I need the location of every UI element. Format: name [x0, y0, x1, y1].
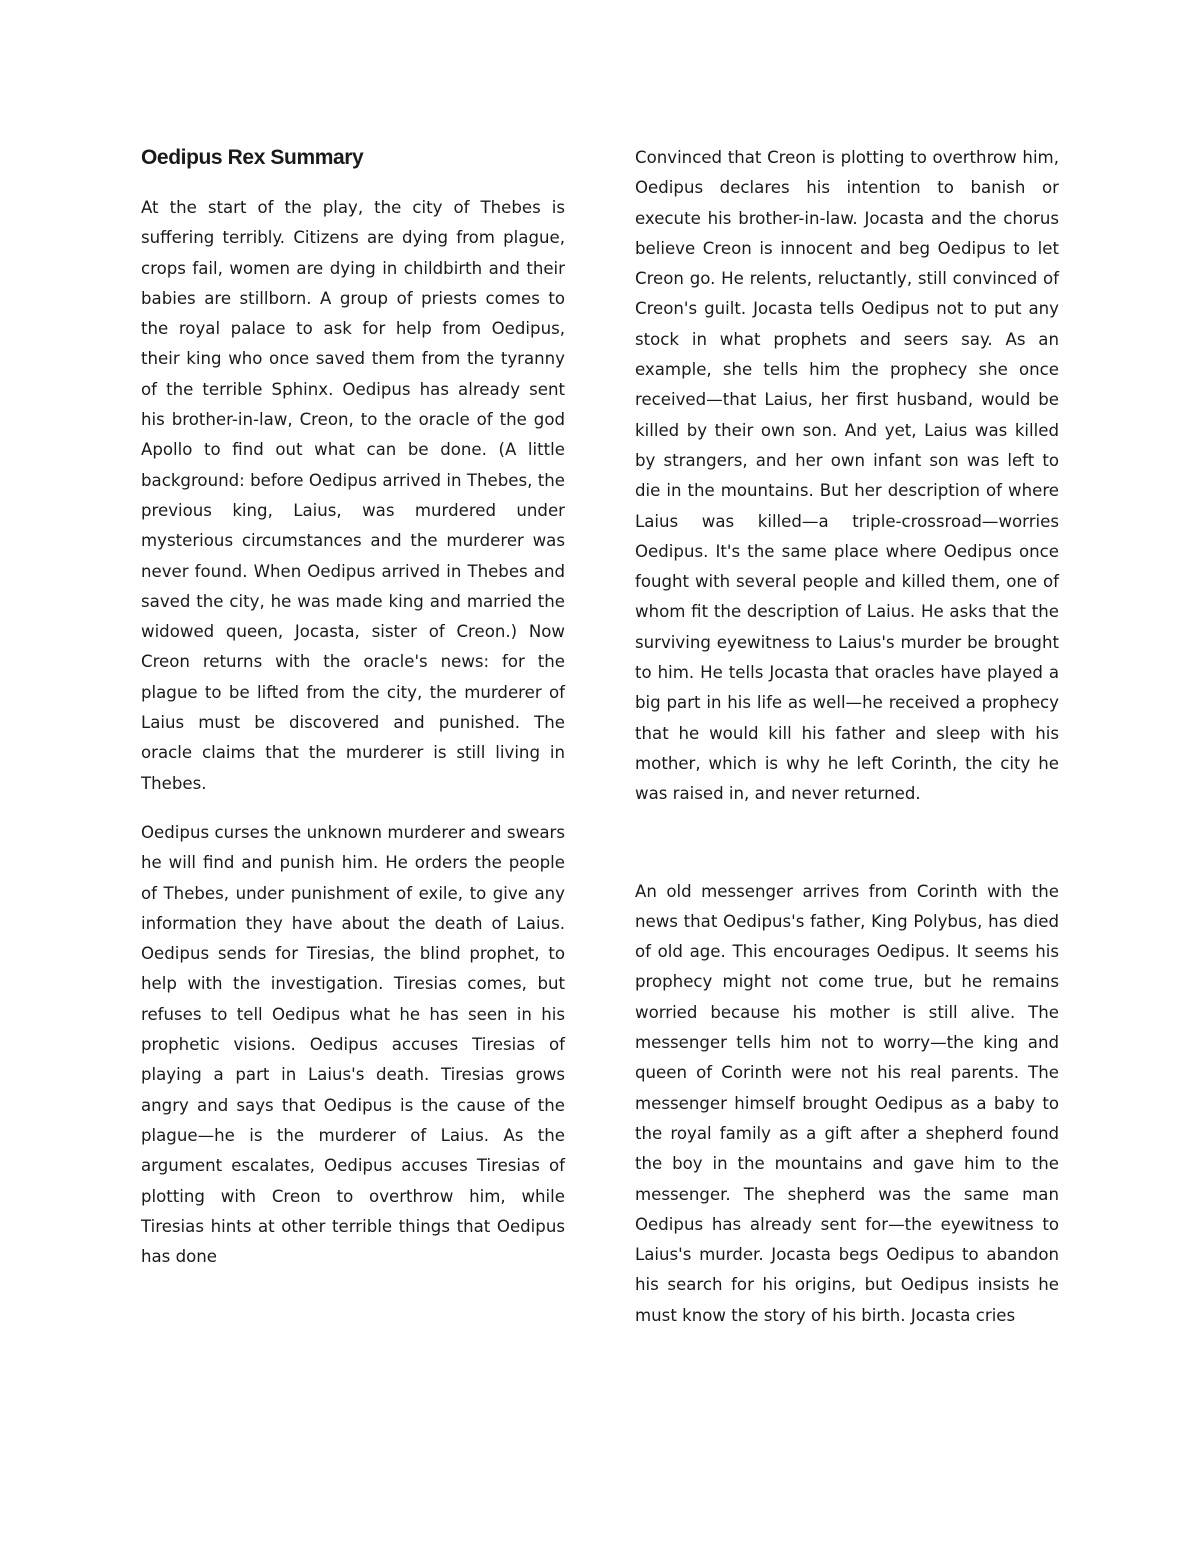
paragraph-messenger: An old messenger arrives from Corinth with the news that Oedipus's father, King Polybus, has died of old age. This encourages Oedipus. It seems his prophecy might not come true, but he remains worried because his mother is still alive. The messenger tells him not to worry—the king and queen of Corinth were not his real parents. The messenger himself brought Oedipus as a baby to the royal family as a gift after a shepherd found the boy in the mountains and gave him to the messenger. The shepherd was the same man Oedipus has already sent for—the eyewitness to Laius's murder. Jocasta begs Oedipus to abandon his search for his origins, but Oedipus insists he must know the story of his birth. Jocasta cries: [635, 881, 1059, 1325]
right-column: [635, 143, 1059, 1331]
paragraph-tiresias: Oedipus curses the unknown murderer and swears he will find and punish him. He orders the people of Thebes, under punishment of exile, to give any information they have about the death of Laius. Oedipus sends for Tiresias, the blind prophet, to help with the investigation. Tiresias comes, but refuses to tell Oedipus what he has seen in his prophetic visions. Oedipus accuses Tiresias of playing a part in Laius's death. Tiresias grows angry and says that Oedipus is the cause of the plague—he is the murderer of Laius. As the argument escalates, Oedipus accuses Tiresias of plotting with Creon to overthrow him, while Tiresias hints at other terrible things that Oedipus has done: [141, 822, 565, 1267]
paragraph-creon-jocasta: Convinced that Creon is plotting to overthrow him, Oedipus declares his intention to banish or execute his brother-in-law. Jocasta and the chorus believe Creon is innocent and beg Oedipus to let Creon go. He relents, reluctantly, still convinced of Creon's guilt. Jocasta tells Oedipus not to put any stock in what prophets and seers say. As an example, she tells him the prophecy she once received—that Laius, her first husband, would be killed by their own son. And yet, Laius was killed by strangers, and her own infant son was left to die in the mountains. But her description of where Laius was killed—a triple-crossroad—worries Oedipus. It's the same place where Oedipus once fought with several people and killed them, one of whom fit the description of Laius. He asks that the surviving eyewitness to Laius's murder be brought to him. He tells Jocasta that oracles have played a big part in his life as well—he received a prophecy that he would kill his father and sleep with his mother, which is why he left Corinth, the city he was raised in, and never returned.: [635, 148, 1059, 804]
page-title: Oedipus Rex Summary: [141, 146, 364, 169]
left-column: [141, 143, 565, 1272]
paragraph-plague-intro: At the start of the play, the city of Thebes is suffering terribly. Citizens are dying from plague, crops fail, women are dying in childbirth and their babies are stillborn. A group of priests comes to the royal palace to ask for help from Oedipus, their king who once saved them from the tyranny of the terrible Sphinx. Oedipus has already sent his brother-in-law, Creon, to the oracle of the god Apollo to find out what can be done. (A little background: before Oedipus arrived in Thebes, the previous king, Laius, was murdered under mysterious circumstances and the murderer was never found. When Oedipus arrived in Thebes and saved the city, he was made king and married the widowed queen, Jocasta, sister of Creon.) Now Creon returns with the oracle's news: for the plague to be lifted from the city, the murderer of Laius must be discovered and punished. The oracle claims that the murderer is still living in Thebes.: [141, 198, 565, 793]
